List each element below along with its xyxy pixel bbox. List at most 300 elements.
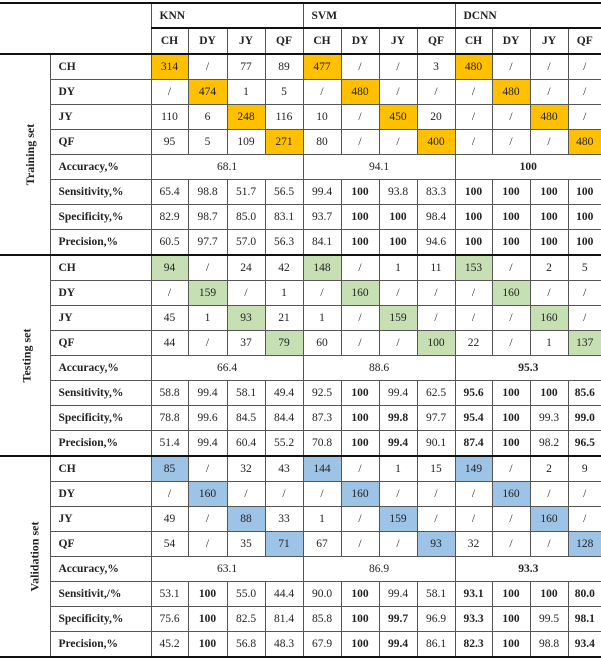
metric-cell: 99.0 bbox=[568, 406, 601, 431]
matrix-cell: / bbox=[379, 482, 417, 507]
metric-cell: 100 bbox=[341, 180, 379, 205]
matrix-cell: 159 bbox=[379, 306, 417, 331]
matrix-cell: 9 bbox=[568, 456, 601, 482]
metric-cell: 58.1 bbox=[227, 381, 265, 406]
metric-cell: 84.5 bbox=[227, 406, 265, 431]
matrix-cell: / bbox=[379, 54, 417, 80]
metric-cell: 99.3 bbox=[530, 406, 568, 431]
matrix-cell: 149 bbox=[455, 456, 492, 482]
metric-cell: 97.7 bbox=[188, 230, 227, 256]
metric-cell: 55.0 bbox=[227, 582, 265, 607]
metric-cell: 81.4 bbox=[265, 607, 303, 632]
matrix-cell: / bbox=[455, 105, 492, 130]
matrix-cell: / bbox=[455, 130, 492, 155]
metric-cell: 100 bbox=[341, 582, 379, 607]
metric-cell: 100 bbox=[455, 180, 492, 205]
matrix-row bbox=[0, 331, 601, 356]
row-label: Accuracy,% bbox=[50, 356, 151, 381]
metric-cell: 49.4 bbox=[265, 381, 303, 406]
accuracy-row bbox=[0, 155, 601, 180]
matrix-cell: 450 bbox=[379, 105, 417, 130]
matrix-cell: 1 bbox=[303, 507, 341, 532]
matrix-cell: 137 bbox=[568, 331, 601, 356]
accuracy-cell: 68.1 bbox=[151, 155, 303, 180]
corner-cell bbox=[0, 3, 151, 54]
metric-cell: 82.9 bbox=[151, 205, 188, 230]
row-label: DY bbox=[50, 80, 151, 105]
matrix-cell: / bbox=[492, 255, 530, 281]
metric-cell: 100 bbox=[492, 431, 530, 457]
matrix-cell: 116 bbox=[265, 105, 303, 130]
matrix-cell: 480 bbox=[492, 80, 530, 105]
metric-cell: 93.8 bbox=[379, 180, 417, 205]
matrix-cell: / bbox=[492, 331, 530, 356]
matrix-cell: 95 bbox=[151, 130, 188, 155]
matrix-cell: / bbox=[341, 54, 379, 80]
matrix-cell: / bbox=[303, 281, 341, 306]
matrix-cell: 160 bbox=[530, 507, 568, 532]
metric-cell: 98.8 bbox=[188, 180, 227, 205]
matrix-cell: / bbox=[341, 456, 379, 482]
matrix-cell: 89 bbox=[265, 54, 303, 80]
set-group-label bbox=[0, 54, 50, 255]
class-header-knn-ch: CH bbox=[151, 28, 188, 54]
matrix-cell: 5 bbox=[188, 130, 227, 155]
matrix-cell: / bbox=[530, 532, 568, 557]
matrix-cell: / bbox=[303, 482, 341, 507]
matrix-cell: 1 bbox=[227, 80, 265, 105]
matrix-cell: 60 bbox=[303, 331, 341, 356]
metric-cell: 98.2 bbox=[530, 431, 568, 457]
metric-cell: 99.4 bbox=[188, 381, 227, 406]
row-label: QF bbox=[50, 331, 151, 356]
accuracy-cell: 88.6 bbox=[303, 356, 455, 381]
matrix-cell: 32 bbox=[455, 532, 492, 557]
metric-cell: 100 bbox=[379, 230, 417, 256]
metric-row bbox=[0, 180, 601, 205]
matrix-cell: 45 bbox=[151, 306, 188, 331]
metric-row bbox=[0, 381, 601, 406]
matrix-cell: 1 bbox=[265, 281, 303, 306]
metric-cell: 85.6 bbox=[568, 381, 601, 406]
matrix-cell: 93 bbox=[227, 306, 265, 331]
row-label: CH bbox=[50, 456, 151, 482]
metric-cell: 98.7 bbox=[188, 205, 227, 230]
metric-row bbox=[0, 607, 601, 632]
row-label: Precision,% bbox=[50, 632, 151, 658]
metric-cell: 100 bbox=[341, 632, 379, 658]
matrix-row bbox=[0, 532, 601, 557]
metric-cell: 100 bbox=[530, 230, 568, 256]
metric-cell: 51.4 bbox=[151, 431, 188, 457]
matrix-row bbox=[0, 456, 601, 482]
matrix-cell: 6 bbox=[188, 105, 227, 130]
metric-cell: 100 bbox=[455, 205, 492, 230]
row-label: QF bbox=[50, 130, 151, 155]
matrix-cell: 37 bbox=[227, 331, 265, 356]
row-label: Precision,% bbox=[50, 230, 151, 256]
matrix-cell: 54 bbox=[151, 532, 188, 557]
metric-cell: 99.4 bbox=[303, 180, 341, 205]
matrix-cell: 128 bbox=[568, 532, 601, 557]
matrix-cell: 5 bbox=[568, 255, 601, 281]
metric-cell: 60.5 bbox=[151, 230, 188, 256]
matrix-row bbox=[0, 54, 601, 80]
metric-cell: 93.3 bbox=[455, 607, 492, 632]
matrix-cell: 160 bbox=[492, 482, 530, 507]
row-label: QF bbox=[50, 532, 151, 557]
metric-cell: 99.8 bbox=[379, 406, 417, 431]
matrix-cell: 314 bbox=[151, 54, 188, 80]
metric-cell: 82.5 bbox=[227, 607, 265, 632]
metric-cell: 56.3 bbox=[265, 230, 303, 256]
metric-cell: 98.4 bbox=[417, 205, 455, 230]
metric-cell: 100 bbox=[492, 406, 530, 431]
matrix-cell: 93 bbox=[417, 532, 455, 557]
metric-cell: 100 bbox=[492, 607, 530, 632]
matrix-cell: / bbox=[455, 306, 492, 331]
matrix-cell: 248 bbox=[227, 105, 265, 130]
class-header-knn-dy: DY bbox=[188, 28, 227, 54]
metric-cell: 58.1 bbox=[417, 582, 455, 607]
metric-cell: 96.5 bbox=[568, 431, 601, 457]
matrix-cell: 2 bbox=[530, 456, 568, 482]
metric-cell: 99.4 bbox=[379, 431, 417, 457]
matrix-cell: / bbox=[530, 281, 568, 306]
model-header-knn: KNN bbox=[151, 3, 303, 28]
metric-cell: 98.1 bbox=[568, 607, 601, 632]
metric-cell: 99.6 bbox=[188, 406, 227, 431]
matrix-cell: 94 bbox=[151, 255, 188, 281]
metric-cell: 99.4 bbox=[188, 431, 227, 457]
accuracy-cell: 63.1 bbox=[151, 557, 303, 582]
class-header-svm-qf: QF bbox=[417, 28, 455, 54]
metric-cell: 100 bbox=[492, 180, 530, 205]
matrix-cell: / bbox=[341, 130, 379, 155]
class-header-svm-jy: JY bbox=[379, 28, 417, 54]
metric-cell: 99.4 bbox=[379, 381, 417, 406]
matrix-cell: / bbox=[530, 54, 568, 80]
metric-cell: 83.1 bbox=[265, 205, 303, 230]
row-label: Accuracy,% bbox=[50, 155, 151, 180]
row-label: Sensitivit,/% bbox=[50, 582, 151, 607]
matrix-cell: / bbox=[530, 482, 568, 507]
matrix-cell: / bbox=[568, 507, 601, 532]
matrix-cell: 159 bbox=[379, 507, 417, 532]
metric-cell: 86.1 bbox=[417, 632, 455, 658]
matrix-cell: / bbox=[568, 482, 601, 507]
metric-cell: 85.8 bbox=[303, 607, 341, 632]
matrix-cell: / bbox=[227, 482, 265, 507]
matrix-cell: / bbox=[151, 482, 188, 507]
metric-cell: 56.5 bbox=[265, 180, 303, 205]
metric-cell: 92.5 bbox=[303, 381, 341, 406]
matrix-cell: / bbox=[188, 255, 227, 281]
metric-cell: 100 bbox=[530, 381, 568, 406]
matrix-cell: 71 bbox=[265, 532, 303, 557]
matrix-cell: / bbox=[303, 80, 341, 105]
matrix-cell: 1 bbox=[303, 306, 341, 331]
accuracy-row bbox=[0, 557, 601, 582]
matrix-cell: 160 bbox=[341, 281, 379, 306]
matrix-cell: 80 bbox=[303, 130, 341, 155]
metric-cell: 96.9 bbox=[417, 607, 455, 632]
metric-cell: 65.4 bbox=[151, 180, 188, 205]
metric-cell: 100 bbox=[530, 205, 568, 230]
row-label: JY bbox=[50, 105, 151, 130]
row-label: JY bbox=[50, 306, 151, 331]
row-label: Accuracy,% bbox=[50, 557, 151, 582]
matrix-cell: / bbox=[151, 80, 188, 105]
metric-cell: 100 bbox=[568, 230, 601, 256]
matrix-cell: 153 bbox=[455, 255, 492, 281]
metric-cell: 93.7 bbox=[303, 205, 341, 230]
accuracy-cell: 86.9 bbox=[303, 557, 455, 582]
matrix-row bbox=[0, 281, 601, 306]
matrix-cell: 10 bbox=[303, 105, 341, 130]
matrix-cell: 159 bbox=[188, 281, 227, 306]
matrix-cell: / bbox=[151, 281, 188, 306]
matrix-cell: / bbox=[417, 80, 455, 105]
row-label: Specificity,% bbox=[50, 406, 151, 431]
metric-cell: 100 bbox=[341, 607, 379, 632]
matrix-cell: 44 bbox=[151, 331, 188, 356]
metric-cell: 80.0 bbox=[568, 582, 601, 607]
metric-cell: 100 bbox=[341, 431, 379, 457]
metric-row bbox=[0, 632, 601, 658]
metric-cell: 44.4 bbox=[265, 582, 303, 607]
matrix-cell: 85 bbox=[151, 456, 188, 482]
class-header-svm-dy: DY bbox=[341, 28, 379, 54]
metric-cell: 100 bbox=[492, 205, 530, 230]
metric-row bbox=[0, 230, 601, 256]
matrix-cell: 20 bbox=[417, 105, 455, 130]
matrix-cell: 1 bbox=[530, 331, 568, 356]
matrix-cell: / bbox=[379, 80, 417, 105]
set-name: Testing set bbox=[19, 328, 34, 383]
matrix-cell: / bbox=[341, 507, 379, 532]
matrix-cell: / bbox=[188, 532, 227, 557]
matrix-cell: / bbox=[492, 105, 530, 130]
matrix-cell: 109 bbox=[227, 130, 265, 155]
matrix-cell: 160 bbox=[492, 281, 530, 306]
metric-cell: 55.2 bbox=[265, 431, 303, 457]
metric-cell: 100 bbox=[568, 180, 601, 205]
matrix-cell: / bbox=[492, 532, 530, 557]
set-name: Training set bbox=[23, 123, 38, 186]
matrix-cell: 474 bbox=[188, 80, 227, 105]
matrix-cell: 67 bbox=[303, 532, 341, 557]
matrix-cell: / bbox=[417, 507, 455, 532]
metric-cell: 93.1 bbox=[455, 582, 492, 607]
metric-cell: 58.8 bbox=[151, 381, 188, 406]
matrix-cell: 21 bbox=[265, 306, 303, 331]
matrix-cell: / bbox=[568, 54, 601, 80]
metric-cell: 95.4 bbox=[455, 406, 492, 431]
matrix-cell: / bbox=[492, 130, 530, 155]
metric-cell: 100 bbox=[530, 582, 568, 607]
metric-cell: 90.0 bbox=[303, 582, 341, 607]
metric-cell: 75.6 bbox=[151, 607, 188, 632]
matrix-cell: 35 bbox=[227, 532, 265, 557]
metric-cell: 82.3 bbox=[455, 632, 492, 658]
matrix-cell: 24 bbox=[227, 255, 265, 281]
class-header-dcnn-jy: JY bbox=[530, 28, 568, 54]
metric-cell: 67.9 bbox=[303, 632, 341, 658]
matrix-cell: 32 bbox=[227, 456, 265, 482]
set-name: Validation set bbox=[27, 521, 42, 592]
row-label: Specificity,% bbox=[50, 205, 151, 230]
metric-cell: 100 bbox=[341, 406, 379, 431]
metric-cell: 99.5 bbox=[530, 607, 568, 632]
metric-cell: 100 bbox=[492, 632, 530, 658]
metric-cell: 45.2 bbox=[151, 632, 188, 658]
matrix-cell: 49 bbox=[151, 507, 188, 532]
metric-cell: 95.6 bbox=[455, 381, 492, 406]
metric-cell: 100 bbox=[188, 632, 227, 658]
matrix-cell: 79 bbox=[265, 331, 303, 356]
matrix-cell: 477 bbox=[303, 54, 341, 80]
metric-cell: 56.8 bbox=[227, 632, 265, 658]
row-label: Sensitivity,% bbox=[50, 180, 151, 205]
matrix-cell: / bbox=[492, 54, 530, 80]
row-label: DY bbox=[50, 281, 151, 306]
metric-cell: 100 bbox=[341, 381, 379, 406]
metric-cell: 100 bbox=[341, 205, 379, 230]
metric-cell: 94.6 bbox=[417, 230, 455, 256]
matrix-row bbox=[0, 482, 601, 507]
matrix-cell: / bbox=[188, 331, 227, 356]
row-label: DY bbox=[50, 482, 151, 507]
row-label: JY bbox=[50, 507, 151, 532]
matrix-cell: / bbox=[455, 507, 492, 532]
matrix-cell: / bbox=[417, 306, 455, 331]
metric-row bbox=[0, 406, 601, 431]
matrix-cell: 3 bbox=[417, 54, 455, 80]
matrix-cell: / bbox=[379, 532, 417, 557]
metric-cell: 100 bbox=[455, 230, 492, 256]
metric-cell: 87.3 bbox=[303, 406, 341, 431]
matrix-row bbox=[0, 130, 601, 155]
metric-cell: 53.1 bbox=[151, 582, 188, 607]
matrix-cell: 480 bbox=[455, 54, 492, 80]
metric-row bbox=[0, 205, 601, 230]
matrix-cell: 11 bbox=[417, 255, 455, 281]
accuracy-cell: 94.1 bbox=[303, 155, 455, 180]
matrix-cell: 1 bbox=[188, 306, 227, 331]
class-header-dcnn-ch: CH bbox=[455, 28, 492, 54]
metric-cell: 85.0 bbox=[227, 205, 265, 230]
matrix-cell: / bbox=[417, 482, 455, 507]
matrix-cell: 271 bbox=[265, 130, 303, 155]
matrix-cell: 480 bbox=[568, 130, 601, 155]
matrix-cell: / bbox=[188, 507, 227, 532]
metric-cell: 100 bbox=[530, 180, 568, 205]
matrix-cell: / bbox=[265, 482, 303, 507]
matrix-cell: 22 bbox=[455, 331, 492, 356]
model-header-dcnn: DCNN bbox=[455, 3, 601, 28]
metric-cell: 93.4 bbox=[568, 632, 601, 658]
matrix-cell: 110 bbox=[151, 105, 188, 130]
metric-cell: 97.7 bbox=[417, 406, 455, 431]
metric-cell: 100 bbox=[379, 205, 417, 230]
matrix-cell: / bbox=[492, 456, 530, 482]
matrix-cell: / bbox=[188, 456, 227, 482]
matrix-cell: / bbox=[455, 281, 492, 306]
row-label: CH bbox=[50, 255, 151, 281]
matrix-cell: / bbox=[568, 306, 601, 331]
matrix-cell: 33 bbox=[265, 507, 303, 532]
model-header-svm: SVM bbox=[303, 3, 455, 28]
matrix-cell: / bbox=[379, 281, 417, 306]
matrix-cell: / bbox=[227, 281, 265, 306]
accuracy-cell: 66.4 bbox=[151, 356, 303, 381]
accuracy-cell: 93.3 bbox=[455, 557, 601, 582]
metric-cell: 87.4 bbox=[455, 431, 492, 457]
matrix-cell: / bbox=[341, 331, 379, 356]
matrix-cell: 480 bbox=[341, 80, 379, 105]
matrix-cell: 77 bbox=[227, 54, 265, 80]
matrix-cell: 15 bbox=[417, 456, 455, 482]
matrix-row bbox=[0, 255, 601, 281]
metric-cell: 99.7 bbox=[379, 607, 417, 632]
metric-cell: 60.4 bbox=[227, 431, 265, 457]
matrix-cell: / bbox=[341, 255, 379, 281]
matrix-cell: / bbox=[341, 306, 379, 331]
metric-row bbox=[0, 431, 601, 457]
metric-cell: 100 bbox=[492, 582, 530, 607]
metric-cell: 100 bbox=[568, 205, 601, 230]
metric-cell: 99.4 bbox=[379, 582, 417, 607]
matrix-row bbox=[0, 507, 601, 532]
matrix-cell: 480 bbox=[530, 105, 568, 130]
matrix-cell: / bbox=[568, 105, 601, 130]
matrix-cell: / bbox=[492, 306, 530, 331]
metric-cell: 84.4 bbox=[265, 406, 303, 431]
matrix-cell: / bbox=[530, 130, 568, 155]
matrix-cell: 148 bbox=[303, 255, 341, 281]
matrix-cell: 1 bbox=[379, 255, 417, 281]
matrix-cell: / bbox=[188, 54, 227, 80]
matrix-cell: 160 bbox=[530, 306, 568, 331]
row-label: Sensitivity,% bbox=[50, 381, 151, 406]
metric-cell: 51.7 bbox=[227, 180, 265, 205]
matrix-cell: 400 bbox=[417, 130, 455, 155]
class-header-knn-jy: JY bbox=[227, 28, 265, 54]
matrix-cell: / bbox=[379, 130, 417, 155]
matrix-cell: / bbox=[379, 331, 417, 356]
matrix-cell: / bbox=[492, 507, 530, 532]
matrix-cell: 88 bbox=[227, 507, 265, 532]
matrix-cell: / bbox=[455, 80, 492, 105]
matrix-row bbox=[0, 105, 601, 130]
metric-cell: 100 bbox=[188, 582, 227, 607]
matrix-cell: 160 bbox=[341, 482, 379, 507]
accuracy-row bbox=[0, 356, 601, 381]
matrix-row bbox=[0, 80, 601, 105]
matrix-cell: 100 bbox=[417, 331, 455, 356]
metric-cell: 100 bbox=[341, 230, 379, 256]
matrix-cell: / bbox=[568, 80, 601, 105]
class-header-svm-ch: CH bbox=[303, 28, 341, 54]
set-group-label bbox=[0, 255, 50, 456]
class-header-dcnn-qf: QF bbox=[568, 28, 601, 54]
metric-cell: 57.0 bbox=[227, 230, 265, 256]
matrix-cell: / bbox=[341, 532, 379, 557]
row-label: Specificity,% bbox=[50, 607, 151, 632]
metric-cell: 98.8 bbox=[530, 632, 568, 658]
set-group-label bbox=[0, 456, 50, 657]
